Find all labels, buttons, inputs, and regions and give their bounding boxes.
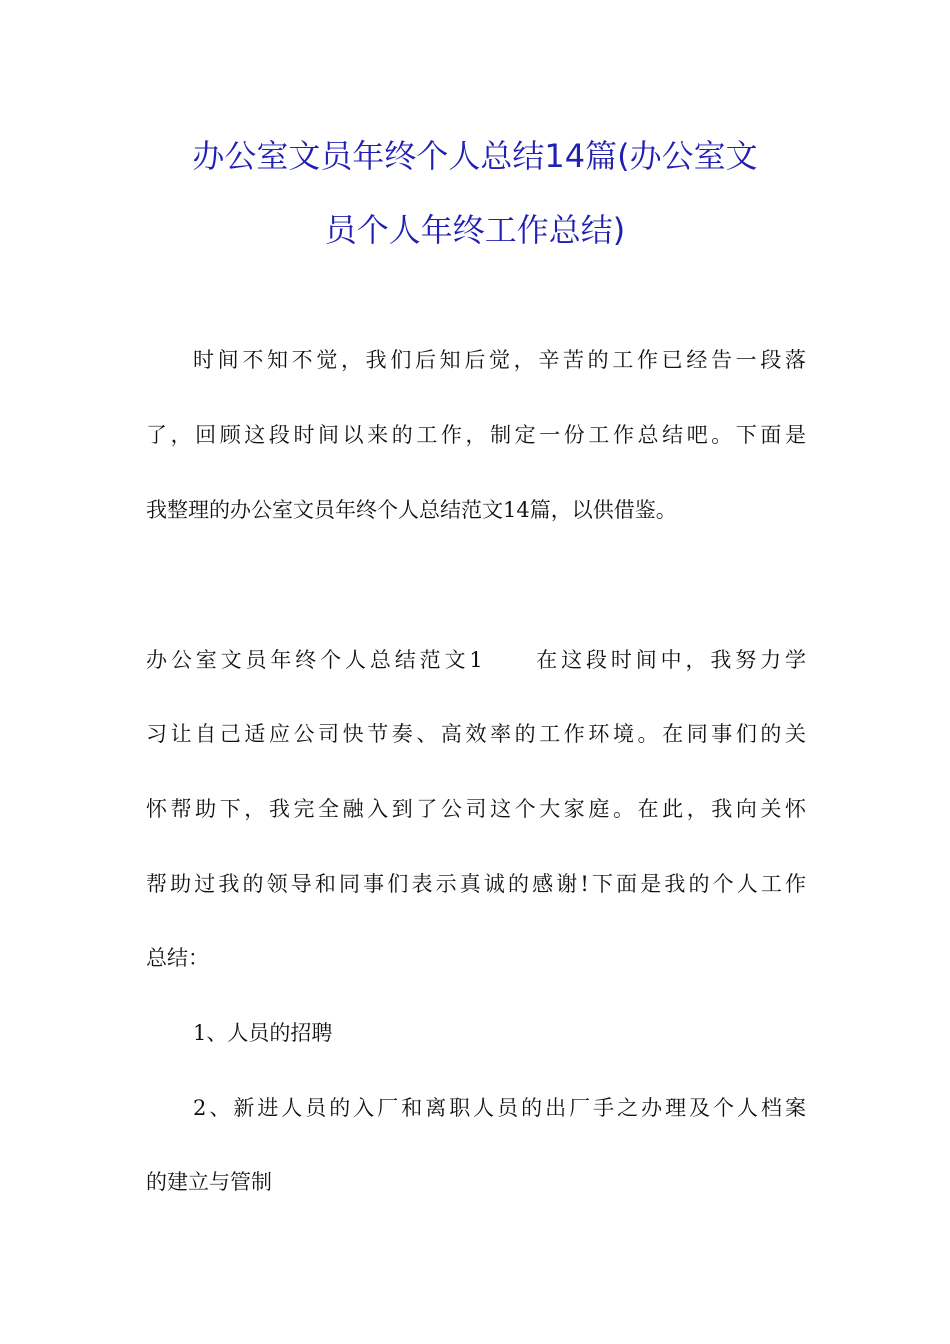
list-item-2-line-2: 的建立与管制: [146, 1170, 272, 1194]
intro-paragraph-line-3: 我整理的办公室文员年终个人总结范文14篇，以供借鉴。: [146, 498, 677, 522]
section1-paragraph-line-1: 办公室文员年终个人总结范文1 在这段时间中，我努力学: [146, 648, 806, 672]
document-title-line-2: 员个人年终工作总结): [324, 211, 626, 249]
document-title-line-1: 办公室文员年终个人总结14篇(办公室文: [192, 137, 758, 175]
list-item-1: 1、人员的招聘: [193, 1021, 333, 1045]
section1-paragraph-line-3: 怀帮助下，我完全融入到了公司这个大家庭。在此，我向关怀: [146, 797, 806, 821]
intro-paragraph-line-2: 了，回顾这段时间以来的工作，制定一份工作总结吧。下面是: [146, 423, 806, 447]
section1-paragraph-line-4: 帮助过我的领导和同事们表示真诚的感谢!下面是我的个人工作: [146, 872, 806, 896]
section1-paragraph-line-5: 总结：: [146, 946, 209, 970]
list-item-2-line-1: 2、新进人员的入厂和离职人员的出厂手之办理及个人档案: [193, 1096, 806, 1120]
section1-paragraph-line-2: 习让自己适应公司快节奏、高效率的工作环境。在同事们的关: [146, 722, 806, 746]
intro-paragraph-line-1: 时间不知不觉，我们后知后觉，辛苦的工作已经告一段落: [193, 348, 806, 372]
